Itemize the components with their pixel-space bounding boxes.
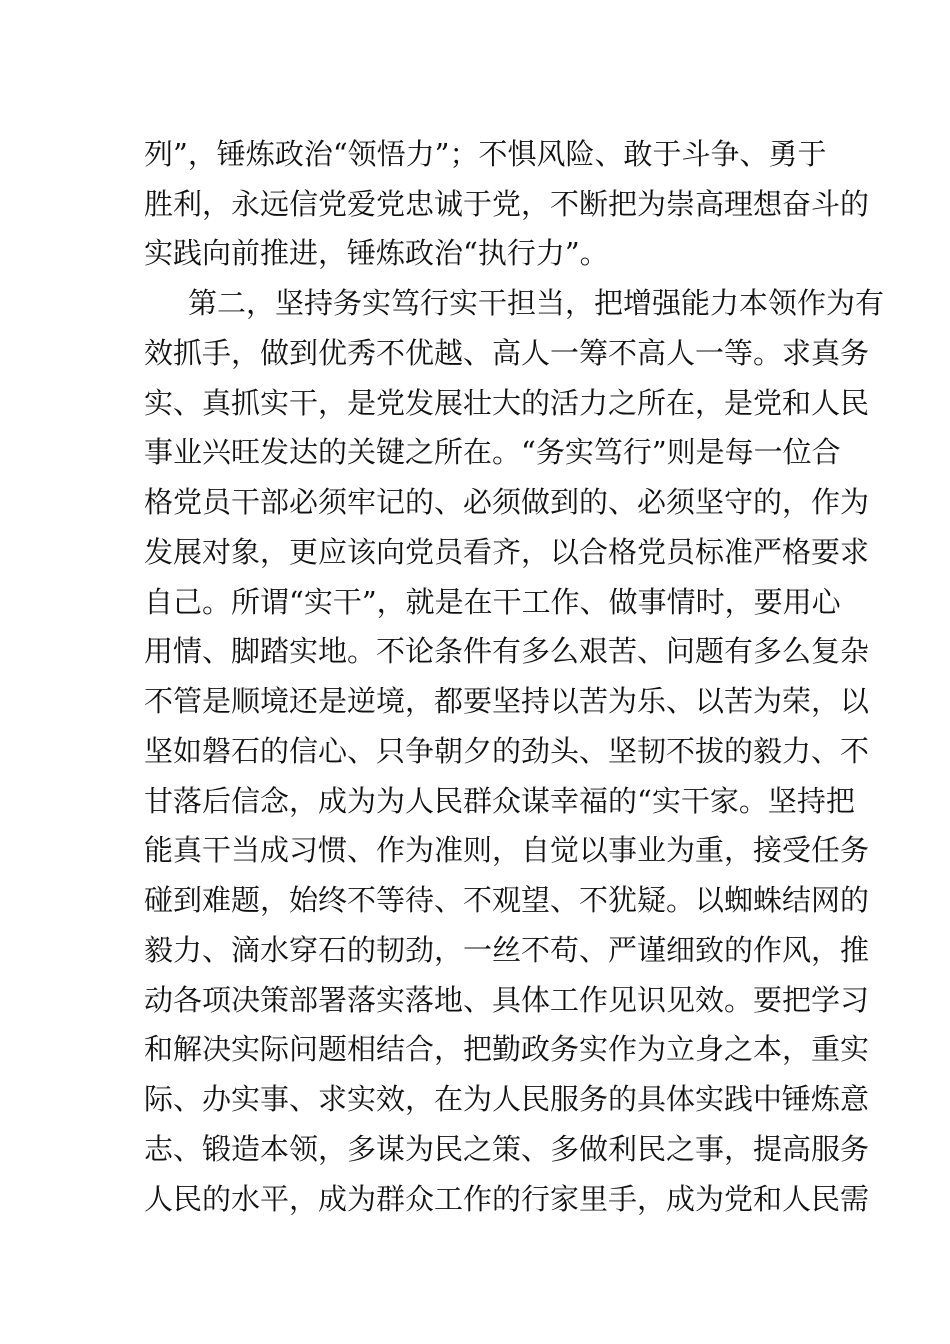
text-line: 际、办实事、求实效，在为人民服务的具体实践中锤炼意: [144, 1082, 870, 1116]
text-line: 动各项决策部署落实落地、具体工作见识见效。要把学习: [144, 983, 870, 1017]
text-line: 毅力、滴水穿石的韧劲，一丝不苟、严谨细致的作风，推: [144, 933, 870, 967]
text-line: 不管是顺境还是逆境，都要坚持以苦为乐、以苦为荣，以: [144, 684, 870, 718]
text-line: 和解决实际问题相结合，把勤政务实作为立身之本，重实: [144, 1032, 870, 1066]
text-line: 发展对象，更应该向党员看齐，以合格党员标准严格要求: [144, 535, 870, 569]
text-line: 人民的水平，成为群众工作的行家里手，成为党和人民需: [144, 1182, 870, 1216]
text-line: 甘落后信念，成为为人民群众谋幸福的“实干家。坚持把: [144, 784, 855, 818]
text-line: 事业兴旺发达的关键之所在。“务实笃行”则是每一位合: [144, 435, 841, 469]
text-line: 志、锻造本领，多谋为民之策、多做利民之事，提高服务: [144, 1132, 870, 1166]
text-line: 碰到难题，始终不等待、不观望、不犹疑。以蜘蛛结网的: [144, 883, 870, 917]
text-line: 列”，锤炼政治“领悟力”；不惧风险、敢于斗争、勇于: [144, 137, 827, 171]
text-line: 实践向前推进，锤炼政治“执行力”。: [144, 236, 609, 270]
text-line: 效抓手，做到优秀不优越、高人一筹不高人一等。求真务: [144, 336, 870, 370]
text-line: 实、真抓实干，是党发展壮大的活力之所在，是党和人民: [144, 386, 870, 420]
text-line: 自己。所谓“实干”，就是在干工作、做事情时，要用心: [144, 585, 841, 619]
text-line: 坚如磐石的信心、只争朝夕的劲头、坚韧不拔的毅力、不: [144, 734, 870, 768]
paragraph-start-line: 第二，坚持务实笃行实干担当，把增强能力本领作为有: [188, 286, 885, 320]
text-line: 格党员干部必须牢记的、必须做到的、必须坚守的，作为: [144, 485, 870, 519]
text-line: 用情、脚踏实地。不论条件有多么艰苦、问题有多么复杂: [144, 634, 870, 668]
text-line: 胜利，永远信党爱党忠诚于党，不断把为崇高理想奋斗的: [144, 187, 870, 221]
text-line: 能真干当成习惯、作为准则，自觉以事业为重，接受任务: [144, 833, 870, 867]
